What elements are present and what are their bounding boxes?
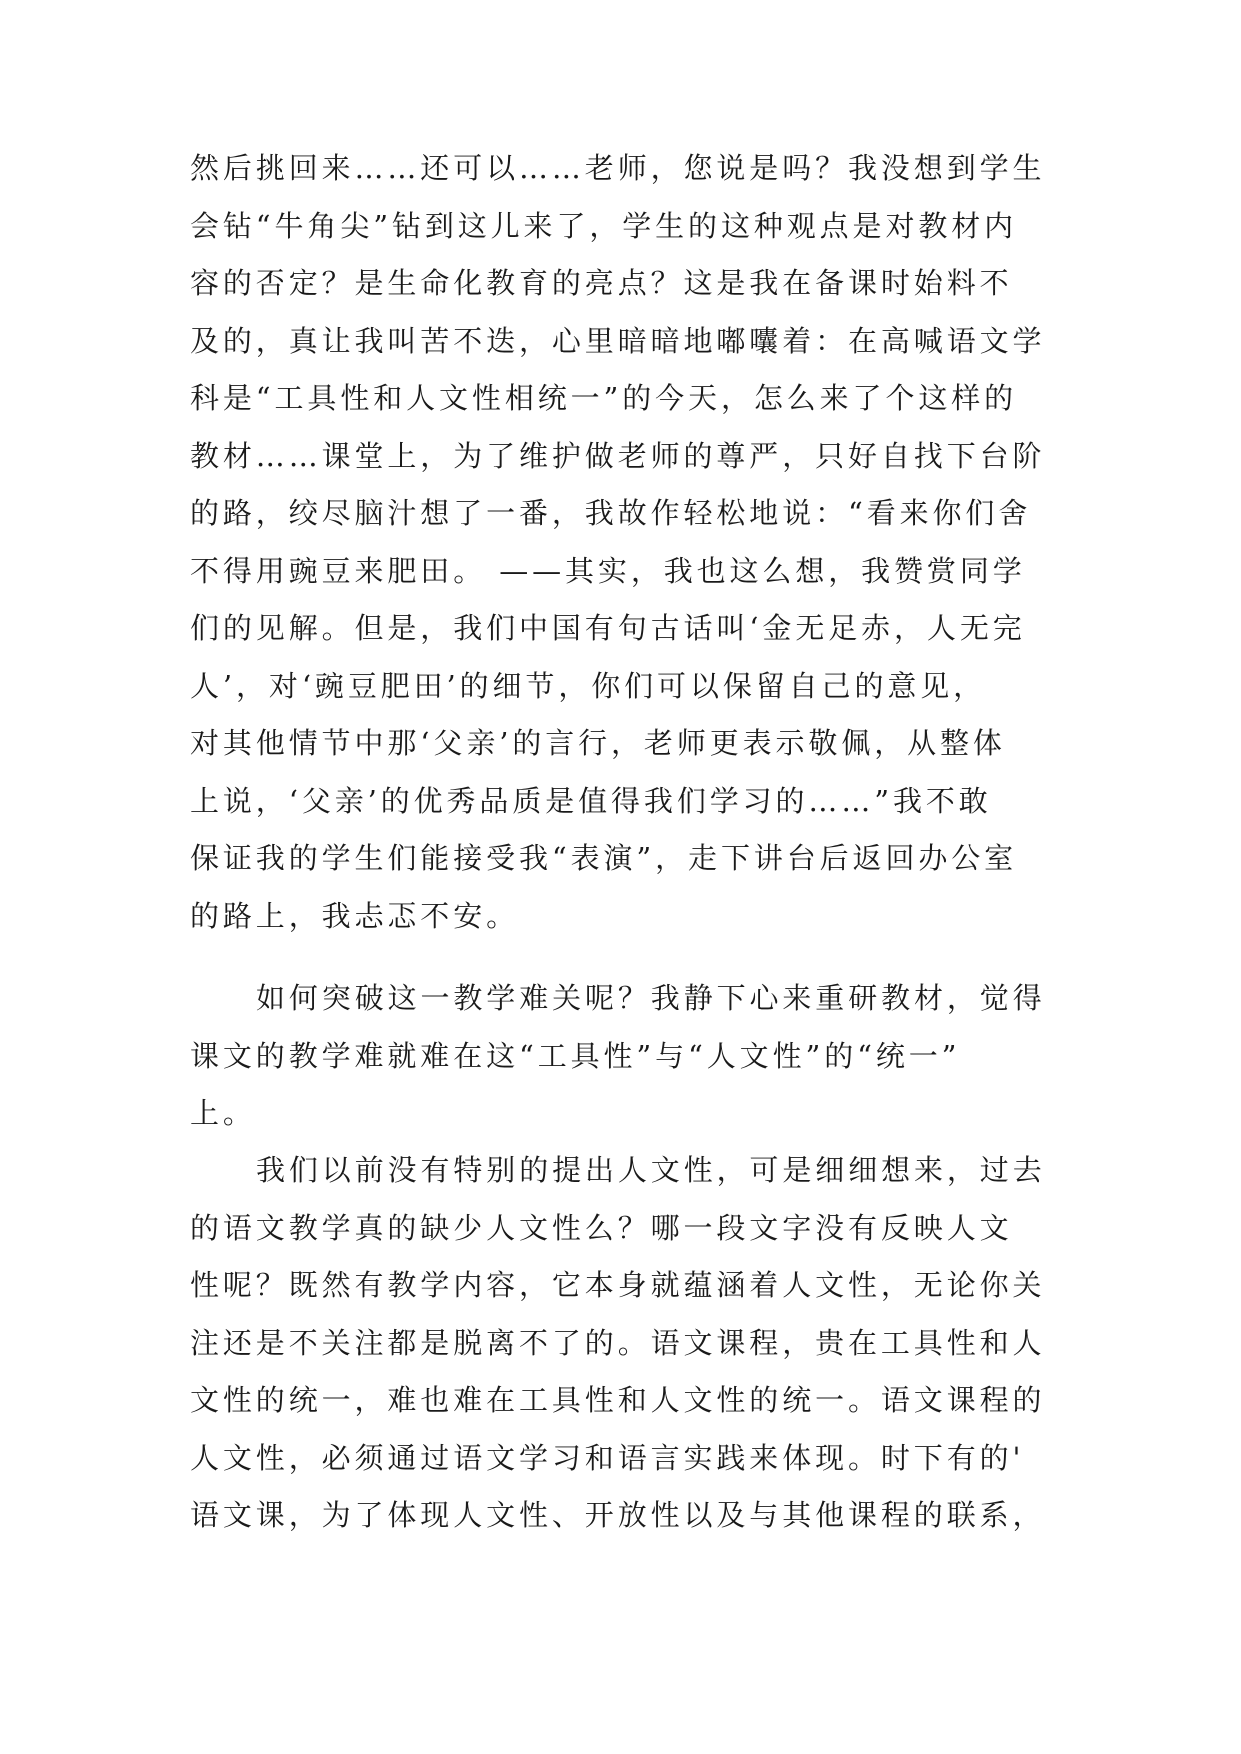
paragraph-line: 的路，绞尽脑汁想了一番，我故作轻松地说：“看来你们舍 [190, 496, 1032, 530]
paragraph-line: 上说，‘父亲’的优秀品质是值得我们学习的……”我不敢 [190, 783, 992, 818]
paragraph-line: 文性的统一，难也难在工具性和人文性的统一。语文课程的 [190, 1383, 1046, 1417]
paragraph-line: 教材……课堂上，为了维护做老师的尊严，只好自找下台阶 [190, 438, 1046, 473]
paragraph-line: 会钻“牛角尖”钻到这儿来了，学生的这种观点是对教材内 [190, 208, 1018, 243]
paragraph-3 [190, 1142, 1060, 1545]
paragraph-2 [190, 970, 1060, 1143]
paragraph-line: 对其他情节中那‘父亲’的言行，老师更表示敬佩，从整体 [190, 726, 1006, 760]
paragraph-1 [190, 140, 1060, 945]
paragraph-line: 们的见解。但是，我们中国有句古话叫‘金无足赤，人无完 [190, 611, 1026, 645]
paragraph-line: 注还是不关注都是脱离不了的。语文课程，贵在工具性和人 [190, 1325, 1046, 1360]
paragraph-line: 保证我的学生们能接受我“表演”，走下讲台后返回办公室 [190, 841, 1018, 875]
paragraph-line: 课文的教学难就难在这“工具性”与“人文性”的“统一” [190, 1038, 961, 1073]
paragraph-line: 的路上，我忐忑不安。 [190, 898, 520, 933]
paragraph-line: 我们以前没有特别的提出人文性，可是细细想来，过去 [256, 1153, 1046, 1187]
paragraph-line: 人’，对‘豌豆肥田’的细节，你们可以保留自己的意见， [190, 668, 987, 703]
paragraph-line: 上。 [190, 1096, 256, 1130]
paragraph-line: 及的，真让我叫苦不迭，心里暗暗地嘟囔着：在高喊语文学 [190, 323, 1046, 358]
paragraph-line: 如何突破这一教学难关呢？我静下心来重研教材，觉得 [256, 981, 1046, 1015]
paragraph-line: 性呢？既然有教学内容，它本身就蕴涵着人文性，无论你关 [190, 1268, 1046, 1302]
paragraph-line: 不得用豌豆来肥田。 ——其实，我也这么想，我赞赏同学 [190, 553, 1026, 588]
paragraph-line: 容的否定？是生命化教育的亮点？这是我在备课时始料不 [190, 266, 1013, 300]
paragraph-line: 语文课，为了体现人文性、开放性以及与其他课程的联系， [190, 1498, 1046, 1532]
paragraph-line: 的语文教学真的缺少人文性么？哪一段文字没有反映人文 [190, 1210, 1013, 1245]
paragraph-line: 然后挑回来……还可以……老师，您说是吗？我没想到学生 [190, 151, 1046, 185]
paragraph-line: 科是“工具性和人文性相统一”的今天，怎么来了个这样的 [190, 381, 1018, 415]
paragraph-line: 人文性，必须通过语文学习和语言实践来体现。时下有的' [190, 1440, 1025, 1475]
